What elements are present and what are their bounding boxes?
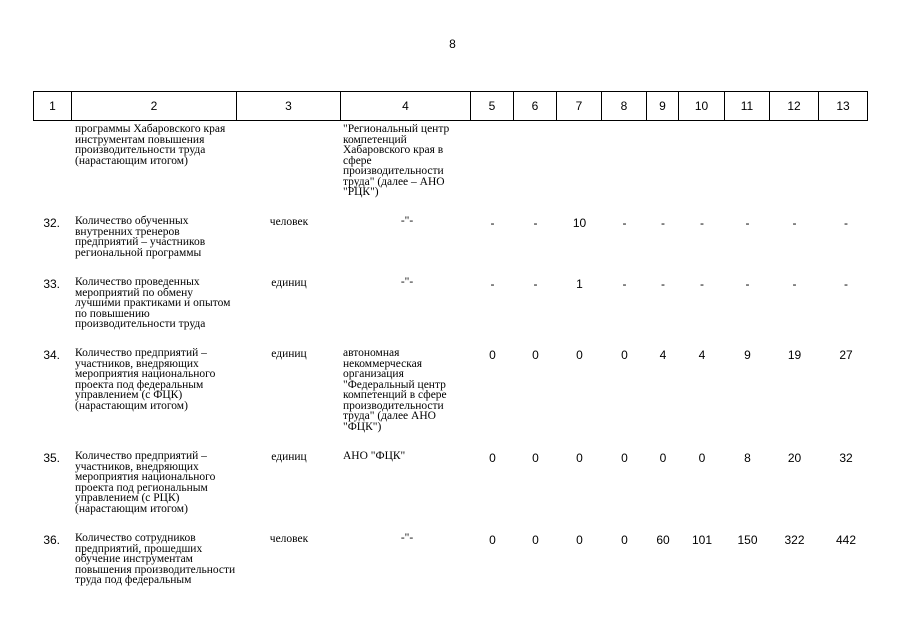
header-col-6: 6 [514, 92, 557, 121]
executor: -"- [400, 532, 414, 544]
header-col-11: 11 [725, 92, 770, 121]
table-header [33, 91, 868, 121]
value-col-8: 0 [621, 451, 628, 465]
header-col-3: 3 [237, 92, 341, 121]
indicator-name: Количество обученных внутренних тренеров предприятий – участников региональной программы [75, 215, 206, 259]
value-col-13: 32 [839, 451, 853, 465]
header-col-12: 12 [770, 92, 819, 121]
value-col-10: 101 [691, 533, 713, 547]
value-col-6: 0 [532, 451, 539, 465]
value-col-13: - [844, 216, 848, 230]
value-col-12: 322 [784, 533, 805, 547]
value-col-13: - [844, 277, 848, 291]
value-col-11: - [745, 216, 750, 230]
value-col-6: - [533, 277, 538, 291]
value-col-9: - [661, 277, 665, 291]
indicator-name: Количество сотрудников предприятий, прошедших обучение инструментам повышения производительности труда под федеральным [75, 532, 236, 586]
value-col-11: - [745, 277, 750, 291]
header-col-2: 2 [72, 92, 237, 121]
unit: человек [269, 533, 309, 545]
value-col-13: 27 [839, 348, 853, 362]
indicator-name: Количество предприятий – участников, внедряющих мероприятия национального проекта под региональным управлением (с РЦК) (нарастающим итогом) [75, 450, 216, 515]
unit: единиц [271, 277, 307, 289]
executor: "Региональный центр компетенций Хабаровского края в сфере производительности труда" (далее – АНО "РЦК") [343, 123, 450, 198]
value-col-13: 442 [835, 533, 857, 547]
indicator-name: Количество проведенных мероприятий по обмену лучшими практиками и опытом по повышению производительности труда [75, 276, 231, 330]
value-col-12: - [792, 277, 797, 291]
value-col-9: 4 [659, 348, 667, 362]
header-col-5: 5 [471, 92, 514, 121]
value-col-9: - [661, 216, 665, 230]
value-col-8: 0 [621, 533, 628, 547]
executor: АНО "ФЦК" [343, 450, 406, 462]
value-col-5: - [490, 216, 495, 230]
unit: единиц [271, 451, 307, 463]
row-number: 32. [43, 216, 60, 230]
value-col-10: - [700, 277, 704, 291]
row-number: 35. [43, 451, 60, 465]
header-col-13: 13 [819, 92, 868, 121]
row-number: 33. [43, 277, 60, 291]
executor: -"- [400, 276, 414, 288]
value-col-6: - [533, 216, 538, 230]
value-col-5: 0 [489, 348, 496, 362]
value-col-11: 9 [744, 348, 751, 362]
value-col-12: - [792, 216, 797, 230]
executor: автономная некоммерческая организация "Федеральный центр компетенций в сфере производительности труда" (далее АНО "ФЦК") [343, 347, 447, 433]
header-col-10: 10 [679, 92, 725, 121]
value-col-11: 8 [744, 451, 751, 465]
value-col-6: 0 [532, 348, 539, 362]
value-col-7: 10 [572, 216, 587, 230]
value-col-7: 0 [576, 348, 583, 362]
header-col-1: 1 [34, 92, 72, 121]
executor: -"- [400, 215, 414, 227]
value-col-12: 19 [787, 348, 802, 362]
value-col-10: 4 [698, 348, 706, 362]
value-col-9: 0 [659, 451, 667, 465]
value-col-7: 1 [576, 277, 583, 291]
value-col-10: - [700, 216, 704, 230]
value-col-7: 0 [576, 533, 583, 547]
header-col-7: 7 [557, 92, 602, 121]
value-col-5: - [490, 277, 495, 291]
value-col-8: 0 [621, 348, 628, 362]
value-col-12: 20 [787, 451, 802, 465]
value-col-8: - [622, 216, 627, 230]
value-col-11: 150 [737, 533, 758, 547]
indicator-name: Количество предприятий – участников, внедряющих мероприятия национального проекта под федеральным управлением (с ФЦК) (нарастающим итогом) [75, 347, 216, 412]
unit: единиц [271, 348, 307, 360]
unit: человек [269, 216, 309, 228]
row-number: 34. [43, 348, 60, 362]
header-col-9: 9 [647, 92, 679, 121]
value-col-6: 0 [532, 533, 539, 547]
value-col-7: 0 [576, 451, 583, 465]
page-number: 8 [449, 37, 456, 51]
value-col-9: 60 [656, 533, 670, 547]
header-col-4: 4 [341, 92, 471, 121]
value-col-8: - [622, 277, 627, 291]
value-col-5: 0 [489, 533, 496, 547]
header-col-8: 8 [602, 92, 647, 121]
indicator-name: программы Хабаровского края инструментам повышения производительности труда (нарастающим итогом) [75, 123, 226, 167]
value-col-5: 0 [489, 451, 496, 465]
row-number: 36. [43, 533, 60, 547]
value-col-10: 0 [698, 451, 706, 465]
